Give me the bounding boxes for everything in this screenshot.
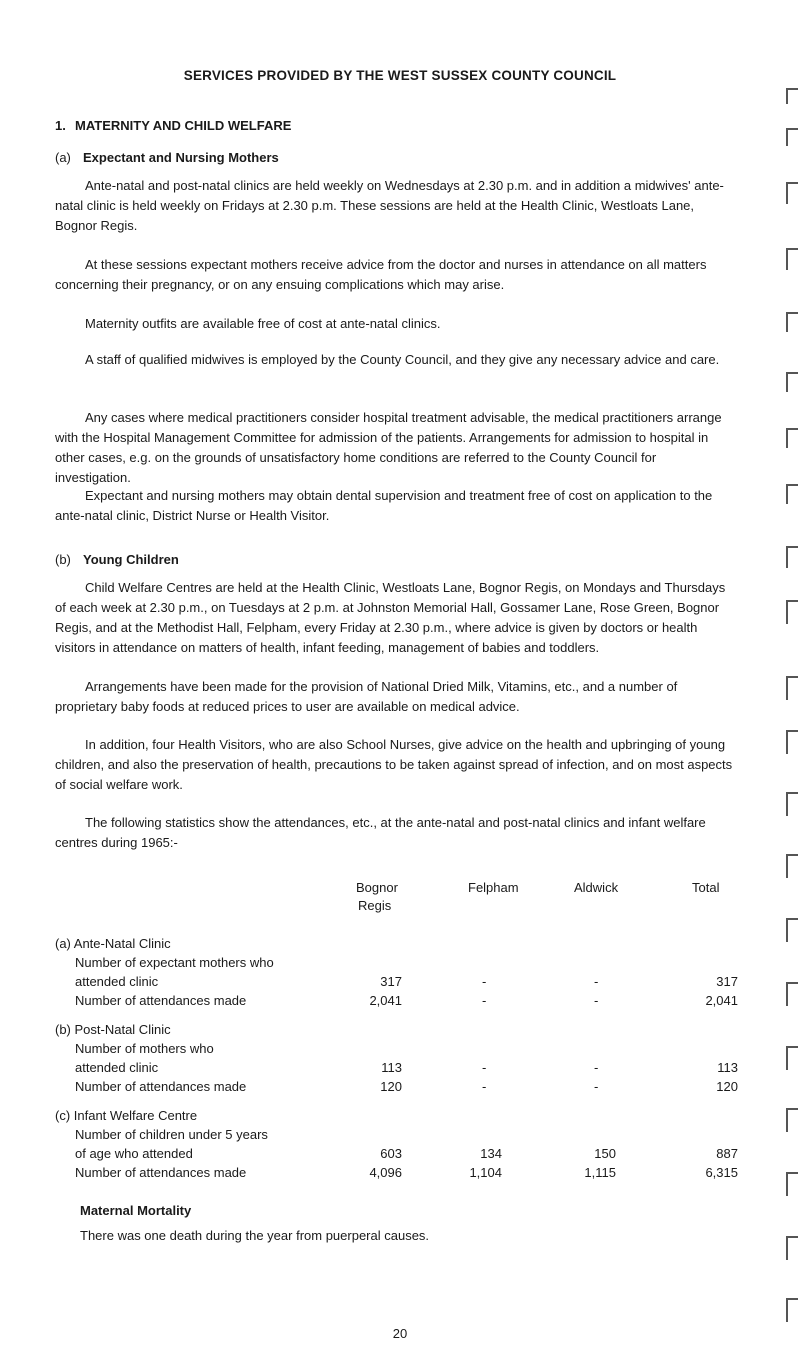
page-number: 20 [392, 1326, 408, 1341]
scan-edge-mark [786, 1298, 798, 1322]
section-number: 1. [55, 118, 66, 133]
cell-bognor: 603 [380, 1146, 402, 1161]
row-label: Number of attendances made [75, 1079, 247, 1094]
scan-edge-mark [786, 1172, 798, 1196]
paragraph [55, 314, 735, 334]
paragraph [55, 677, 735, 717]
subsection-a-heading [55, 150, 279, 165]
scan-edge-mark [786, 982, 798, 1006]
cell-felpham: - [482, 993, 487, 1008]
maternal-mortality-heading: Maternal Mortality [80, 1203, 192, 1218]
cell-total: 6,315 [705, 1165, 738, 1180]
page-title: SERVICES PROVIDED BY THE WEST SUSSEX COUNTY COUNCIL [183, 68, 617, 83]
subsection-b-label: (b) [55, 552, 71, 567]
row-label: attended clinic [75, 974, 159, 989]
subsection-a-label: (a) [55, 150, 71, 165]
paragraph-text: Child Welfare Centres are held at the Health Clinic, Westloats Lane, Bognor Regis, on Mondays and Thursdays of each week at 2.30 p.m., on Tuesdays at 2 p.m. at Johnston Memorial Hall, Gossamer Lane, Rose Green, Bognor Regis, and at the Methodist Hall, Felpham, every Friday at 2.30 p.m., where advice is given by doctors or health visitors in attendance on matters of health, infant feeding, management of babies and toddlers. [55, 580, 726, 655]
cell-total: 120 [716, 1079, 738, 1094]
paragraph [55, 813, 735, 853]
subsection-b-title: Young Children [83, 552, 179, 567]
cell-total: 2,041 [705, 993, 738, 1008]
scan-edge-mark [786, 918, 798, 942]
cell-felpham: 1,104 [469, 1165, 502, 1180]
cell-bognor: 113 [381, 1060, 402, 1075]
scan-edge-mark [786, 312, 798, 332]
group-heading: (b) Post-Natal Clinic [55, 1022, 171, 1037]
paragraph [55, 486, 735, 526]
scan-edge-mark [786, 546, 798, 568]
cell-aldwick: - [594, 993, 599, 1008]
scan-edge-mark [786, 676, 798, 700]
paragraph-text: Arrangements have been made for the provision of National Dried Milk, Vitamins, etc., and a number of proprietary baby foods at reduced prices to user are available on medical advice. [55, 679, 678, 714]
scan-edge-mark [786, 730, 798, 754]
column-header-regis: Regis [358, 898, 392, 913]
paragraph-text: Ante-natal and post-natal clinics are held weekly on Wednesdays at 2.30 p.m. and in addition a midwives' ante-natal clinic is held weekly on Fridays at 2.30 p.m. These sessions are held at the Health Clinic, Westloats Lane, Bognor Regis. [55, 178, 724, 233]
row-label: attended clinic [75, 1060, 159, 1075]
cell-aldwick: 1,115 [584, 1165, 616, 1180]
cell-aldwick: - [594, 1060, 599, 1075]
row-label: Number of mothers who [75, 1041, 214, 1056]
scan-edge-mark [786, 1046, 798, 1070]
paragraph [55, 735, 735, 795]
scan-edge-mark [786, 1236, 798, 1260]
subsection-a-title: Expectant and Nursing Mothers [83, 150, 279, 165]
cell-felpham: - [482, 974, 487, 989]
cell-felpham: - [482, 1079, 487, 1094]
paragraph-text: A staff of qualified midwives is employed by the County Council, and they give any necessary advice and care. [85, 352, 720, 367]
cell-bognor: 120 [380, 1079, 402, 1094]
column-header-total: Total [692, 880, 720, 895]
group-heading: (a) Ante-Natal Clinic [55, 936, 171, 951]
cell-felpham: 134 [480, 1146, 502, 1161]
scan-edge-mark [786, 600, 798, 624]
paragraph [55, 255, 735, 295]
paragraph-text: In addition, four Health Visitors, who are also School Nurses, give advice on the health and upbringing of young children, and also the preservation of health, precautions to be taken against spread of infection, and on most aspects of social welfare work. [55, 737, 733, 792]
scan-edge-mark [786, 182, 798, 204]
paragraph [55, 408, 735, 488]
row-label: Number of children under 5 years [75, 1127, 268, 1142]
column-header-bognor: Bognor [356, 880, 398, 895]
row-label: Number of attendances made [75, 1165, 247, 1180]
scan-edge-mark [786, 484, 798, 504]
paragraph [55, 578, 735, 658]
scan-edge-mark [786, 792, 798, 816]
scan-edge-mark [786, 1108, 798, 1132]
cell-felpham: - [482, 1060, 487, 1075]
cell-bognor: 2,041 [369, 993, 402, 1008]
cell-bognor: 4,096 [369, 1165, 402, 1180]
paragraph-text: The following statistics show the attendances, etc., at the ante-natal and post-natal clinics and infant welfare centres during 1965:- [55, 815, 706, 850]
paragraph-text: Any cases where medical practitioners consider hospital treatment advisable, the medical practitioners arrange with the Hospital Management Committee for admission of the patients. Arrangements for admission to hospital in other cases, e.g. on the grounds of unsatisfactory home conditions are referred to the County Council for investigation. [55, 410, 722, 485]
scan-edge-mark [786, 248, 798, 270]
section-heading [55, 118, 291, 133]
row-label: Number of expectant mothers who [75, 955, 274, 970]
section-title: MATERNITY AND CHILD WELFARE [75, 118, 292, 133]
column-header-felpham: Felpham [468, 880, 519, 895]
scan-edge-mark [786, 128, 798, 146]
paragraph-text: Maternity outfits are available free of cost at ante-natal clinics. [85, 316, 441, 331]
column-header-aldwick: Aldwick [574, 880, 619, 895]
cell-aldwick: - [594, 1079, 599, 1094]
subsection-b-heading [55, 552, 179, 567]
cell-total: 317 [716, 974, 738, 989]
paragraph-text: At these sessions expectant mothers receive advice from the doctor and nurses in attendance on all matters concerning their pregnancy, or on any ensuing complications which may arise. [55, 257, 707, 292]
scan-edge-mark [786, 428, 798, 448]
cell-total: 887 [716, 1146, 738, 1161]
cell-aldwick: - [594, 974, 599, 989]
cell-bognor: 317 [380, 974, 402, 989]
group-heading: (c) Infant Welfare Centre [55, 1108, 198, 1123]
scan-edge-mark [786, 854, 798, 878]
row-label: of age who attended [75, 1146, 193, 1161]
paragraph-text: Expectant and nursing mothers may obtain dental supervision and treatment free of cost on application to the ante-natal clinic, District Nurse or Health Visitor. [55, 488, 713, 523]
scan-edge-mark [786, 372, 798, 392]
maternal-mortality-text: There was one death during the year from puerperal causes. [80, 1228, 430, 1243]
paragraph [55, 176, 735, 236]
scan-edge-mark [786, 88, 798, 104]
cell-total: 113 [717, 1060, 738, 1075]
paragraph [55, 350, 735, 370]
cell-aldwick: 150 [594, 1146, 616, 1161]
row-label: Number of attendances made [75, 993, 247, 1008]
